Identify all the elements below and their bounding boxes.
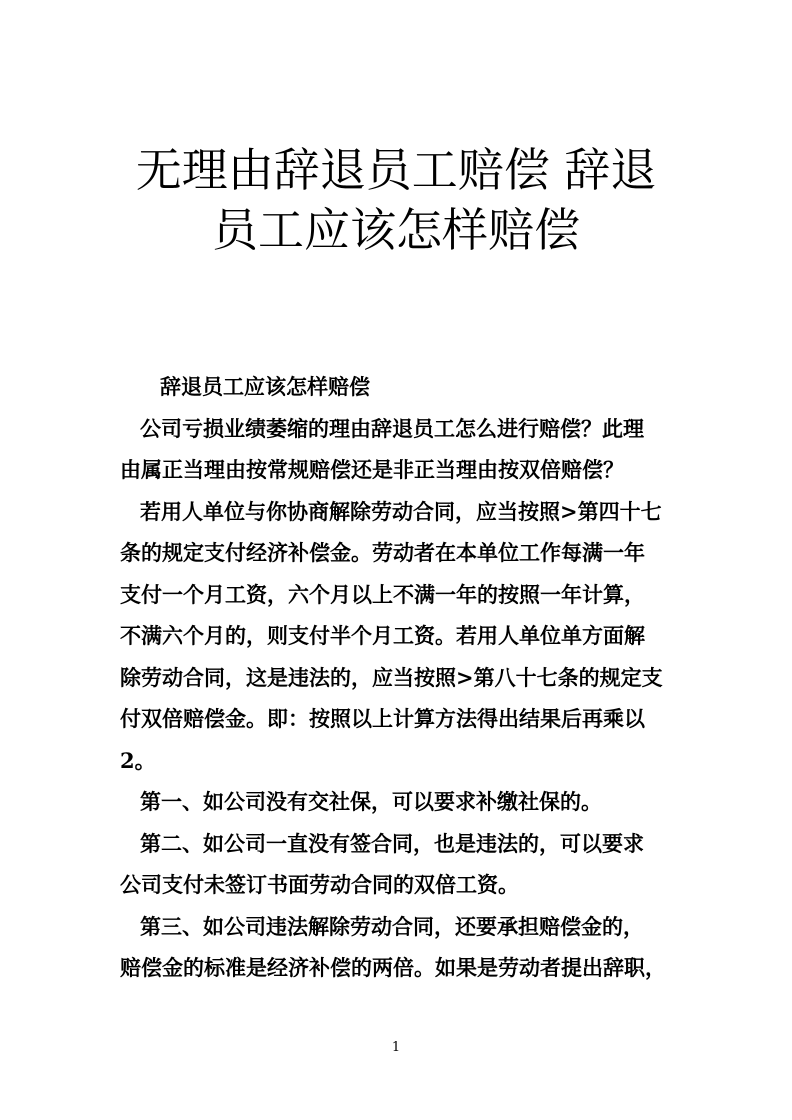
paragraph-line: 除劳动合同，这是违法的，应当按照>第八十七条的规定支 <box>120 664 663 690</box>
paragraph-line: 由属正当理由按常规赔偿还是非正当理由按双倍赔偿？ <box>120 457 624 482</box>
title-line-2: 员工应该怎样赔偿 <box>212 203 580 257</box>
paragraph-line: 第一、如公司没有交社保，可以要求补缴社保的。 <box>140 789 602 814</box>
paragraph-line: 公司支付未签订书面劳动合同的双倍工资。 <box>120 872 519 897</box>
subtitle: 辞退员工应该怎样赔偿 <box>160 374 370 399</box>
paragraph-line: 第二、如公司一直没有签合同，也是违法的，可以要求 <box>140 830 644 856</box>
paragraph-line: 赔偿金的标准是经济补偿的两倍。如果是劳动者提出辞职， <box>120 955 666 980</box>
paragraph-line: 支付一个月工资，六个月以上不满一年的按照一年计算， <box>120 581 645 607</box>
page-number: 1 <box>391 1040 401 1055</box>
document-title <box>100 140 692 260</box>
paragraph-line: 2。 <box>120 747 156 773</box>
paragraph-line: 公司亏损业绩萎缩的理由辞退员工怎么进行赔偿？此理 <box>140 415 644 441</box>
paragraph-line: 付双倍赔偿金。即：按照以上计算方法得出结果后再乘以 <box>120 706 645 731</box>
document-body <box>120 366 680 989</box>
paragraph-line: 第三、如公司违法解除劳动合同，还要承担赔偿金的， <box>140 913 644 939</box>
title-line-1: 无理由辞退员工赔偿 辞退 <box>135 143 657 197</box>
paragraph-line: 若用人单位与你协商解除劳动合同，应当按照>第四十七 <box>140 498 662 524</box>
paragraph-line: 条的规定支付经济补偿金。劳动者在本单位工作每满一年 <box>120 540 645 565</box>
paragraph-line: 不满六个月的，则支付半个月工资。若用人单位单方面解 <box>120 623 645 648</box>
